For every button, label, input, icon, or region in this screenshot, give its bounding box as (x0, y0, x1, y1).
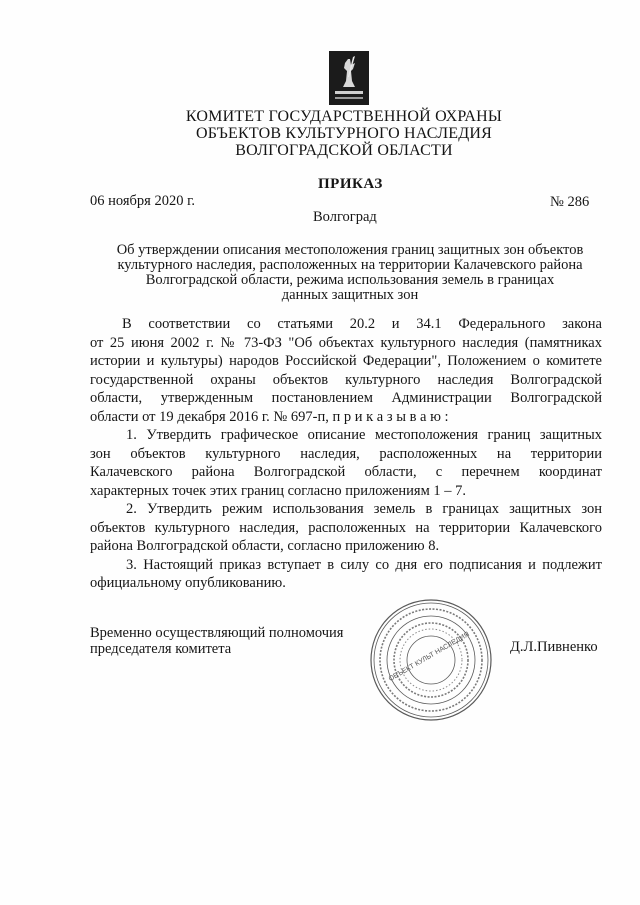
body-line: истории и культуры) народов Российской Федерации", Положением о комитете (90, 353, 602, 369)
seal-stamp-icon (368, 597, 494, 723)
body-line: государственной охраны объектов культурного наследия Волгоградской (90, 371, 602, 388)
subject-line: культурного наследия, расположенных на территории Калачевского района (117, 257, 583, 273)
body-line: характерных точек этих границ согласно приложениям 1 – 7. (90, 482, 466, 499)
order-subject (100, 243, 600, 303)
body-line: области, утвержденным постановлением Администрации Волгоградской (90, 390, 602, 406)
stamp-center-text: ОБЪЕКТ КУЛЬТ НАСЛЕДИЯ (387, 630, 471, 683)
body-line: от 25 июня 2002 г. № 73-ФЗ "Об объектах культурного наследия (памятниках (90, 334, 602, 351)
body-line: официальному опубликованию. (90, 575, 286, 591)
subject-line: данных защитных зон (281, 287, 419, 303)
order-title: ПРИКАЗ (318, 176, 383, 192)
org-name-line-1: КОМИТЕТ ГОСУДАРСТВЕННОЙ ОХРАНЫ (185, 108, 503, 125)
body-line: 3. Настоящий приказ вступает в силу со дня его подписания и подлежит (126, 556, 602, 573)
stamp-graphic (368, 597, 494, 723)
order-body (90, 315, 602, 593)
signatory-name: Д.Л.Пивненко (510, 639, 598, 655)
coat-of-arms-icon (329, 51, 369, 105)
signatory-position-line-2: председателя комитета (90, 641, 232, 657)
subject-line: Волгоградской области, режима использования земель в границах (145, 272, 555, 288)
org-name-line-3: ВОЛГОГРАДСКОЙ ОБЛАСТИ (235, 142, 453, 159)
body-line: района Волгоградской области, согласно приложению 8. (90, 538, 440, 554)
order-number: № 286 (550, 194, 590, 210)
signatory-position-line-1: Временно осуществляющий полномочия (90, 625, 344, 641)
order-date: 06 ноября 2020 г. (90, 193, 196, 209)
order-city: Волгоград (313, 209, 377, 225)
body-line: зон объектов культурного наследия, расположенных на территории (90, 445, 602, 462)
body-line: 1. Утвердить графическое описание местоположения границ защитных (126, 427, 602, 443)
body-line: В соответствии со статьями 20.2 и 34.1 Федерального закона (122, 316, 602, 332)
body-line: Калачевского района Волгоградской области, с перечнем координат (90, 464, 602, 480)
subject-line: Об утверждении описания местоположения границ защитных зон объектов (116, 242, 584, 258)
body-line: объектов культурного наследия, расположенных на территории Калачевского (90, 519, 602, 536)
body-line: 2. Утвердить режим использования земель в границах защитных зон (126, 501, 602, 517)
body-line: области от 19 декабря 2016 г. № 697-п, п р и к а з ы в а ю : (90, 408, 449, 425)
org-name-line-2: ОБЪЕКТОВ КУЛЬТУРНОГО НАСЛЕДИЯ (195, 125, 493, 142)
signatory-position (90, 625, 343, 657)
emblem-graphic (329, 51, 369, 105)
